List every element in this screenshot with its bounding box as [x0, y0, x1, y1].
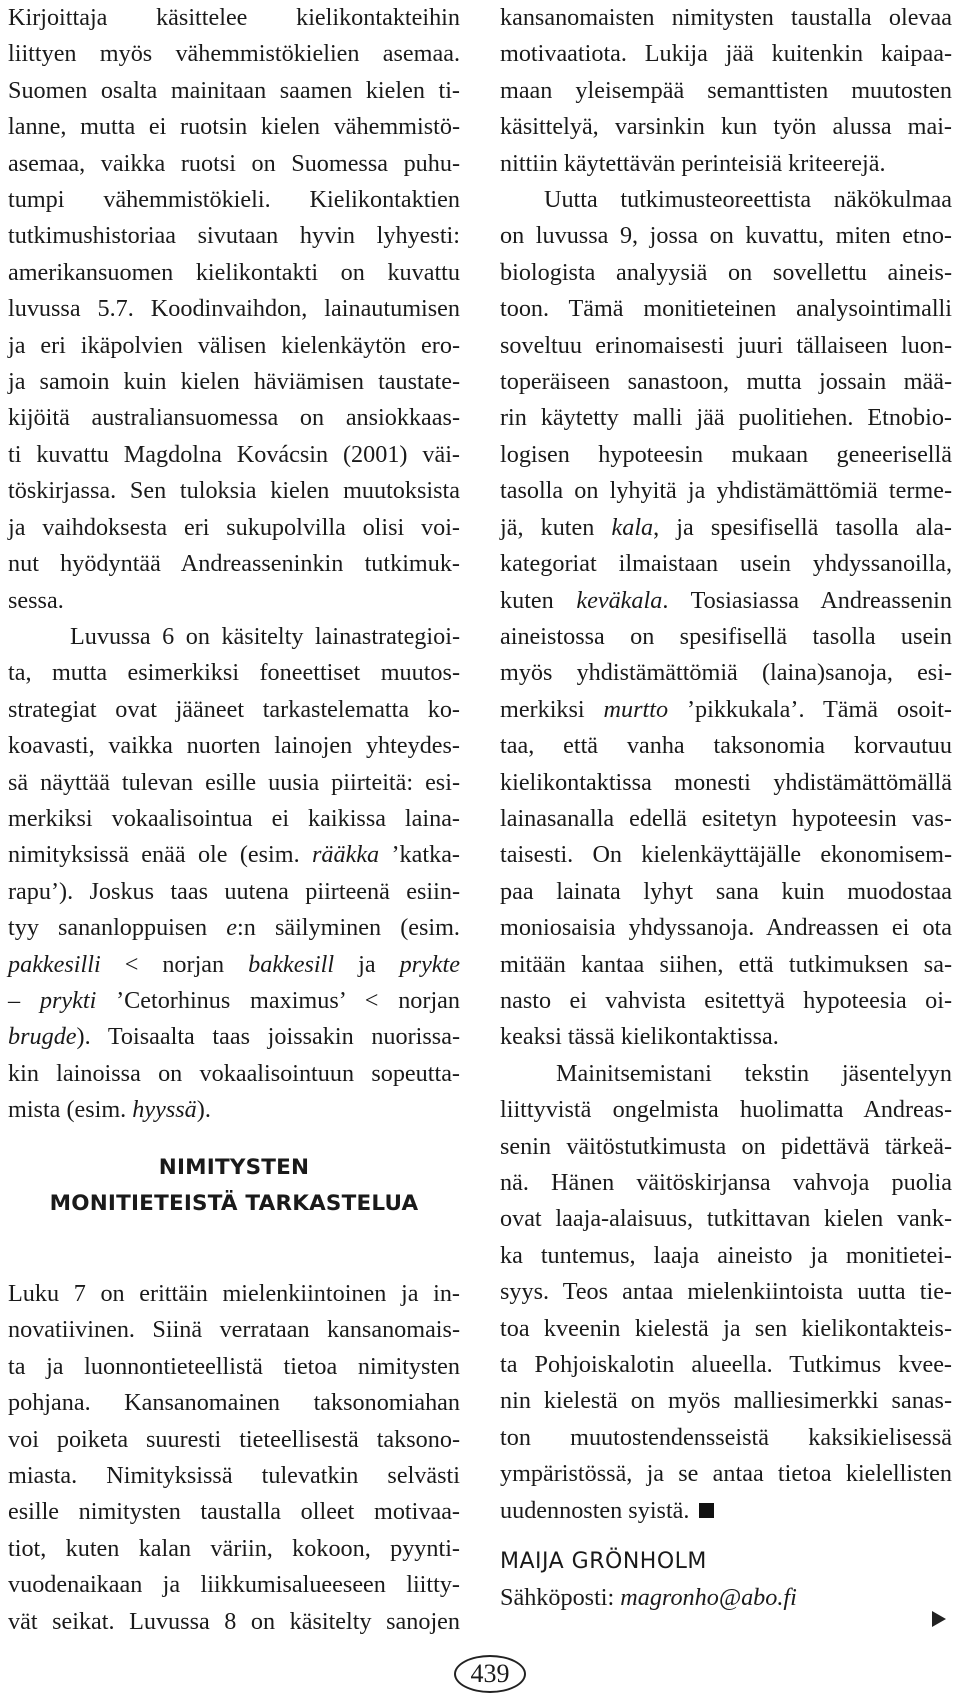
text-line: ta ja luonnontieteellistä tietoa nimitysten: [8, 1352, 460, 1380]
text-line: toa kveenin kielestä ja sen kielikontakteis-: [500, 1314, 952, 1342]
text-line: nittiin käytettävän perinteisiä kriteerejä.: [500, 149, 886, 177]
text-line: jä, kuten kala, ja spesifisellä tasolla ala-: [500, 513, 952, 541]
text-line: nut hyödyntää Andreasseninkin tutkimuk-: [8, 550, 460, 578]
author-email: [500, 1580, 797, 1616]
text-line: aineistossa on spesifisellä tasolla usein: [500, 622, 952, 650]
text-line: kuten keväkala. Tosiasiassa Andreassenin: [500, 586, 952, 614]
example-word: murtto: [603, 695, 669, 723]
example-word: prykti: [39, 986, 97, 1014]
text-line: ta, mutta esimerkiksi foneettiset muutos-: [8, 659, 460, 687]
text-line: liittyen myös vähemmistökielien asemaa.: [8, 40, 460, 68]
text-line: keaksi tässä kielikontaktissa.: [500, 1023, 779, 1051]
right-paragraph-1: [500, 0, 952, 182]
text-line: tumpi vähemmistökieli. Kielikontaktien: [8, 186, 460, 214]
end-of-article-square-icon: [699, 1503, 714, 1518]
text-line: Luvussa 6 on käsitelty lainastrategioi-: [70, 622, 460, 650]
text-line: liittyvistä ongelmista huolimatta Andreas-: [500, 1096, 952, 1124]
email-address: magronho@abo.fi: [620, 1584, 797, 1611]
left-paragraph-1: [8, 0, 460, 619]
text-line: luvussa 5.7. Koodinvaihdon, lainautumisen: [8, 295, 460, 323]
right-paragraph-2: [500, 182, 952, 1056]
text-line: vuodenaikaan ja liikkumisalueeseen liitty-: [8, 1571, 460, 1599]
text-line: esille nimitysten taustalla olleet motivaa-: [8, 1498, 460, 1526]
text-line: senin väitöstutkimusta on pidettävä tärkeä-: [500, 1132, 952, 1160]
text-line: merkiksi murtto ’pikkukala’. Tämä osoit-: [500, 695, 952, 723]
text-line: myös yhdistämättömiä (laina)sanoja, esi-: [500, 659, 952, 687]
text-line: töskirjassa. Sen tuloksia kielen muutoksista: [8, 477, 460, 505]
text-line: kansanomaisten nimitysten taustalla olevaa: [500, 4, 952, 31]
text-line: Uutta tutkimusteoreettista näkökulmaa: [544, 186, 952, 214]
section-heading-line-1: NIMITYSTEN: [158, 1155, 310, 1180]
text-line: ka tuntemus, laaja aineisto ja monitietei-: [500, 1241, 952, 1269]
text-line: nasto ei vahvista esitettyä hypoteesia oi-: [500, 986, 952, 1014]
text-line: voi poiketa suuresti tieteellisestä taksono-: [8, 1425, 460, 1453]
example-word: kala: [611, 513, 654, 541]
text-line: moniosaisia yhdyssanoja. Andreassen ei ota: [500, 914, 952, 942]
text-line: tasolla on lyhyitä ja yhdistämättömiä terme-: [500, 477, 952, 505]
text-line: ja eri ikäpolvien välisen kielenkäytön ero-: [8, 331, 460, 359]
text-line: tiot, kuten kalan väriin, kokoon, pyynti-: [8, 1534, 460, 1562]
text-line: lainasanalla edellä esitetyn hypoteesin vas-: [500, 804, 952, 832]
text-line: tutkimushistoriaa sivutaan hyvin lyhyesti:: [8, 222, 460, 250]
text-line: motivaatiota. Lukija jää kuitenkin kaipaa-: [500, 40, 952, 68]
text-line: novatiivinen. Siinä verrataan kansanomais-: [8, 1316, 460, 1344]
text-line: Luku 7 on erittäin mielenkiintoinen ja in-: [8, 1280, 460, 1307]
example-word: e: [226, 914, 238, 942]
example-word: prykte: [399, 950, 460, 978]
example-word: rääkka: [311, 841, 380, 869]
text-line: tyy sananloppuisen e:n säilyminen (esim.: [8, 914, 460, 942]
left-paragraph-2: [8, 619, 460, 1129]
text-line: merkiksi vokaalisointua ei kaikissa laina-: [8, 804, 460, 832]
left-paragraph-3: [8, 1276, 460, 1640]
text-line: taisesti. On kielenkäyttäjälle ekonomisem-: [500, 841, 952, 869]
text-line: toperäiseen sanastoon, mutta jossain mää-: [500, 368, 952, 396]
text-line: toon. Tämä monitieteinen analysointimalli: [500, 295, 952, 323]
text-line: ja samoin kuin kielen häviämisen taustate-: [8, 368, 460, 396]
text-line: käsittelyä, varsinkin kun työn alussa mai-: [500, 113, 952, 141]
left-column: [8, 0, 460, 1129]
text-line: amerikansuomen kielikontakti on kuvattu: [8, 258, 460, 286]
author-name: MAIJA GRÖNHOLM: [500, 1549, 707, 1574]
text-line: pohjana. Kansanomainen taksonomiahan: [8, 1389, 460, 1417]
text-line: kin lainoissa on vokaalisointuun sopeutta-: [8, 1059, 460, 1087]
right-column: [500, 0, 952, 1529]
text-line: koavasti, vaikka nuorten lainojen yhteydes-: [8, 732, 460, 760]
text-line: kielikontaktissa monesti yhdistämättömällä: [500, 768, 952, 796]
text-line: asemaa, vaikka ruotsi on Suomessa puhu-: [8, 149, 460, 177]
text-line: uudennosten syistä.: [500, 1493, 952, 1529]
text-line: vät seikat. Luvussa 8 on käsitelty sanojen: [8, 1607, 460, 1635]
text-line: on luvussa 9, jossa on kuvattu, miten etno-: [500, 222, 952, 250]
email-label: Sähköposti:: [500, 1584, 621, 1611]
text-line: strategiat ovat jääneet tarkastelematta ko-: [8, 695, 460, 723]
section-heading-line-2: MONITIETEISTÄ TARKASTELUA: [49, 1191, 419, 1216]
text-line: sessa.: [8, 586, 64, 614]
example-word: hyyssä: [132, 1096, 197, 1124]
text-line: nin kielestä on myös malliesimerkki sanas-: [500, 1387, 952, 1415]
text-line: Kirjoittaja käsittelee kielikontakteihin: [8, 4, 460, 31]
text-line: sä näyttää tulevan esille uusia piirteitä: esi-: [8, 768, 460, 796]
text-line: maan yleisempää semanttisten muutosten: [500, 76, 952, 104]
text-line: brugde). Toisaalta taas joissakin nuorissa-: [8, 1023, 460, 1051]
text-line: paa lainata lyhyt sana kuin muodostaa: [500, 877, 952, 905]
text-line: kijöitä australiansuomessa on ansiokkaas-: [8, 404, 460, 432]
example-word: bakkesill: [248, 950, 335, 978]
text-line: nä. Hänen väitöskirjansa vahvoja puolia: [500, 1169, 952, 1196]
text-line: pakkesilli < norjan bakkesill ja prykte: [8, 950, 460, 978]
page-number: 439: [454, 1655, 526, 1693]
example-word: keväkala: [576, 586, 663, 614]
section-heading: [8, 1150, 460, 1222]
text-line: soveltuu erinomaisesti juuri tällaiseen luon-: [500, 331, 952, 359]
text-line: taa, että vanha taksonomia korvautuu: [500, 732, 952, 760]
text-line: miasta. Nimityksissä tulevatkin selvästi: [8, 1462, 460, 1490]
text-line: nimityksissä enää ole (esim. rääkka ’katka-: [8, 841, 460, 869]
text-line: biologista analyysiä on sovellettu aineis-: [500, 258, 952, 286]
text-line: rin käytetty malli jää puolitiehen. Etnobio-: [500, 404, 952, 432]
text-line: kategoriat ilmaistaan usein yhdyssanoilla,: [500, 550, 952, 578]
text-line: mista (esim. hyyssä).: [8, 1096, 211, 1124]
text-line: lanne, mutta ei ruotsin kielen vähemmistö-: [8, 113, 460, 141]
text-line: – prykti ’Cetorhinus maximus’ < norjan: [8, 986, 460, 1014]
text-line: Suomen osalta mainitaan saamen kielen ti-: [8, 76, 460, 104]
text-line: ovat laaja-alaisuus, tutkittavan kielen vank-: [500, 1205, 952, 1233]
text-line: ja vaihdoksesta eri sukupolvilla olisi voi-: [8, 513, 460, 541]
text-line: mitään kantaa siihen, että tutkimuksen sa-: [500, 950, 952, 978]
text-line: Mainitsemistani tekstin jäsentelyyn: [556, 1059, 952, 1087]
example-word: pakkesilli: [8, 950, 101, 978]
text-line: syys. Teos antaa mielenkiintoista uutta tie-: [500, 1278, 952, 1306]
text-line: ta Pohjoiskalotin alueella. Tutkimus kvee-: [500, 1351, 952, 1379]
continue-triangle-icon: [932, 1611, 946, 1627]
text-line: rapu’). Joskus taas uutena piirteenä esiin-: [8, 877, 460, 905]
text-line: ton muutostendensseistä kaksikielisessä: [500, 1423, 952, 1451]
text-line: logisen hypoteesin mukaan geneerisellä: [500, 440, 952, 468]
right-paragraph-3: [500, 1056, 952, 1529]
example-word: brugde: [8, 1023, 77, 1051]
text-line: ti kuvattu Magdolna Kovácsin (2001) väi-: [8, 440, 460, 468]
text-line: ympäristössä, ja se antaa tietoa kielellisten: [500, 1460, 952, 1488]
